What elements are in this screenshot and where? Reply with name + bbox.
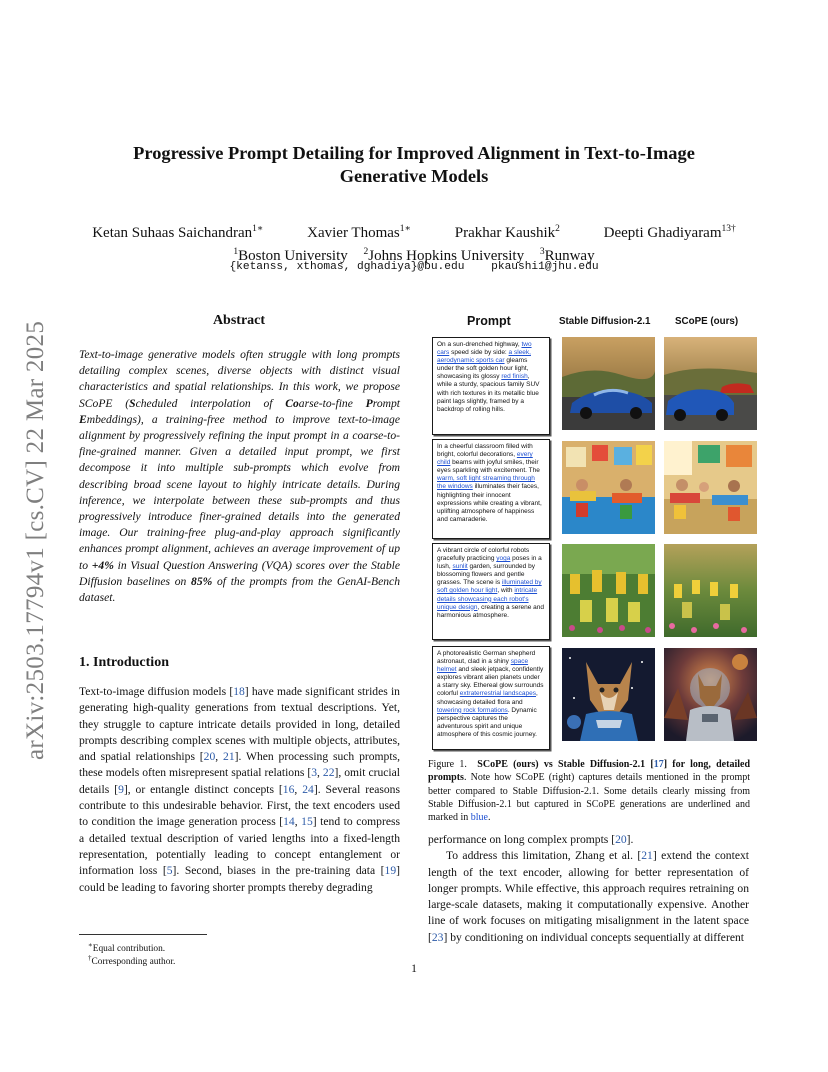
prompt-text: speed side by side: xyxy=(449,349,509,357)
affiliation: $^1$Boston University xyxy=(233,247,348,264)
prompt-text: , with xyxy=(497,587,515,595)
email: {ketanss, xthomas, dghadiya}@bu.edu xyxy=(229,261,465,273)
prompt-text: illuminates their faces, highlighting their innocent expressions while creating a vibrant, uplifting atmosphere of happiness and camaraderie. xyxy=(437,483,542,523)
citation-link[interactable]: 14 xyxy=(283,815,295,829)
citation-link[interactable]: 5 xyxy=(166,864,173,878)
introduction-text: Text-to-image diffusion models [18] have made significant strides in generating high-quality generations from textual descriptions. Yet, they struggle to capture intricate details provided in long, detailed prompts describing complex scenes with multiple objects, attributes, and spatial relationships [20, 21]. When processing such prompts, these models often misrepresent spatial relations [3, 22], omit crucial details [9], or entangle distinct concepts [16, 24]. Several reasons contribute to this undesirable behavior. First, the text encoders used to condition the image generation process [14, 15] tend to compress a detailed textual description of varied lengths into a fixed-length representation, potentially leading to concept entanglement or information loss [5]. Second, biases in the pre-training data [19] could be leading to favoring shorter prompts thereby degrading xyxy=(79,685,400,894)
abstract-text: Text-to-image generative models often struggle with long prompts detailing complex scenes, diverse objects with distinct visual characteristics and spatial relationships. In this work, we propose SCoPE (Scheduled interpolation of Coarse-to-fine Prompt Embeddings), a training-free method to improve text-to-image alignment by progressively refining the input prompt in a coarse-to-fine-grained manner. Given a detailed input prompt, we first decompose it into multiple sub-prompts which evolve from describing broad scene layout to highly intricate details. During inference, we interpolate between these sub-prompts and thus progressively introduce finer-grained details into the generated image. Our training-free plug-and-play approach significantly enhances prompt alignment, achieves an average improvement of up to +4% in Visual Question Answering (VQA) scores over the Stable Diffusion baselines on 85% of the prompts from the GenAI-Bench dataset. xyxy=(79,348,401,605)
prompt-text: and sleek jetpack, confidently explores vibrant alien planets under a starry sky. Ethereal glow surrounds colorful xyxy=(437,666,544,698)
highlighted-detail: illuminated by soft golden hour light xyxy=(437,579,542,595)
prompt-text: A vibrant circle of colorful robots gracefully practicing xyxy=(437,547,530,563)
prompt-box xyxy=(432,439,550,539)
citation-link[interactable]: 18 xyxy=(233,685,245,698)
citation-link[interactable]: 19 xyxy=(384,864,397,878)
scope-image-cars xyxy=(664,337,757,430)
author-block xyxy=(60,220,768,266)
affiliation: $^2$Johns Hopkins University xyxy=(363,247,525,264)
arxiv-identifier: arXiv:2503.17794v1 [cs.CV] 22 Mar 2025 xyxy=(22,320,49,760)
highlighted-detail: warm, soft light streaming through the windows xyxy=(437,475,535,491)
sd-image-cars xyxy=(562,337,655,430)
footnote-rule xyxy=(79,934,207,935)
citation-link[interactable]: 22 xyxy=(322,766,335,780)
sd-image-dog-astronaut xyxy=(562,648,655,741)
introduction-heading: 1. Introduction xyxy=(79,655,169,670)
citation-link[interactable]: 24 xyxy=(302,782,314,796)
right-column-text: performance on long complex prompts [20]. To address this limitation, Zhang et al. [21] extend the context length of the text encoder, allowing for better representation of longer prompts. While effective, this approach requires retraining on large-scale datasets, making it computationally expensive. Another line of work focuses on mitigating misalignment in the latent space [23] by conditioning on individual concepts sequentially at different xyxy=(428,833,749,944)
prompt-box xyxy=(432,646,550,750)
highlighted-detail: towering rock formations xyxy=(437,706,508,714)
paper-title xyxy=(90,142,738,188)
page-number: 1 xyxy=(411,962,417,975)
prompt-text: On a sun-drenched highway, xyxy=(437,341,522,348)
citation-link[interactable]: 16 xyxy=(282,782,295,796)
author: Prakhar Kaushik$^2$ xyxy=(454,224,560,241)
footnote: †Corresponding author. xyxy=(88,954,176,968)
author-list xyxy=(60,220,768,243)
email: pkaushi1@jhu.edu xyxy=(491,261,599,273)
prompt-text: garden, surrounded by blossoming flowers and gentle grasses. The scene is xyxy=(437,563,535,587)
column-header-prompt: Prompt xyxy=(467,314,511,328)
sd-image-robots xyxy=(562,544,655,637)
prompt-box xyxy=(432,543,550,640)
prompt-box xyxy=(432,337,550,435)
highlighted-detail: sunlit xyxy=(452,563,468,571)
highlighted-detail: every child xyxy=(437,451,533,467)
prompt-text: . Dynamic perspective captures the adventurous spirit and unique atmosphere of this cosmic journey. xyxy=(437,706,537,738)
column-header-scope: SCoPE (ours) xyxy=(675,316,739,327)
highlighted-detail: yoga xyxy=(496,555,511,563)
highlighted-detail: extraterrestrial landscapes xyxy=(459,690,536,698)
title-line-1: Progressive Prompt Detailing for Improved Alignment in Text-to-Image xyxy=(133,143,695,163)
citation-link[interactable]: 3 xyxy=(311,766,318,780)
citation-link[interactable]: 23 xyxy=(431,930,444,944)
figure-caption: Figure 1. SCoPE (ours) vs Stable Diffusion-2.1 [17] for long, detailed prompts. Note how SCoPE (right) captures details mentioned in the prompt better compared to Stable Diffusion-2.1. Some details clearly missing from Stable Diffusion-2.1 but captured in SCoPE generations are underlined and marked in blue. xyxy=(428,759,751,824)
citation-link[interactable]: 15 xyxy=(301,815,313,829)
citation-link[interactable]: 21 xyxy=(641,849,653,863)
highlighted-detail: two cars xyxy=(437,341,532,357)
title-line-2: Generative Models xyxy=(339,166,489,186)
citation-link[interactable]: 9 xyxy=(118,782,124,796)
citation-link[interactable]: 20 xyxy=(615,833,627,846)
prompt-text: In a cheerful classroom filled with bright, colorful decorations, xyxy=(437,443,533,459)
citation-link[interactable]: 17 xyxy=(653,759,664,770)
prompt-text: , showcasing detailed flora and xyxy=(437,690,538,706)
prompt-text: , creating a serene and harmonious atmosphere. xyxy=(437,603,544,619)
prompt-text: A photorealistic German shepherd astronaut, clad in a shiny xyxy=(437,650,536,666)
author: Ketan Suhaas Saichandran$^{1∗}$ xyxy=(92,224,264,241)
affiliation: $^3$Runway xyxy=(539,247,595,264)
author: Xavier Thomas$^{1∗}$ xyxy=(307,224,411,241)
highlighted-detail: space helmet xyxy=(437,658,529,674)
citation-link[interactable]: 20 xyxy=(203,750,216,764)
scope-image-robots xyxy=(664,544,757,637)
abstract-heading: Abstract xyxy=(212,313,266,328)
highlighted-detail: intricate details showcasing each robot's unique design xyxy=(437,587,538,611)
prompt-text: poses in a lush, xyxy=(437,555,542,571)
footnote: ∗Equal contribution. xyxy=(88,941,166,955)
column-header-stable-diffusion: Stable Diffusion-2.1 xyxy=(559,316,651,327)
prompt-text: gleams under the soft golden hour light, showcasing its glossy xyxy=(437,357,529,381)
prompt-text: , while a sturdy, spacious family SUV with rich textures in its metallic blue paint lags slightly, framed by a backdrop of rolling hills. xyxy=(437,373,540,413)
citation-link[interactable]: 21 xyxy=(223,750,235,764)
author: Deepti Ghadiyaram$^{13\dagger}$ xyxy=(603,224,736,241)
highlighted-detail: red finish xyxy=(501,373,528,381)
sd-image-classroom xyxy=(562,441,655,534)
highlighted-detail: a sleek, aerodynamic sports car xyxy=(437,349,531,365)
scope-image-dog-astronaut xyxy=(664,648,757,741)
author-emails xyxy=(60,261,768,273)
scope-image-classroom xyxy=(664,441,757,534)
prompt-text: beams with joyful smiles, their eyes sparkling with excitement. The xyxy=(437,459,540,475)
